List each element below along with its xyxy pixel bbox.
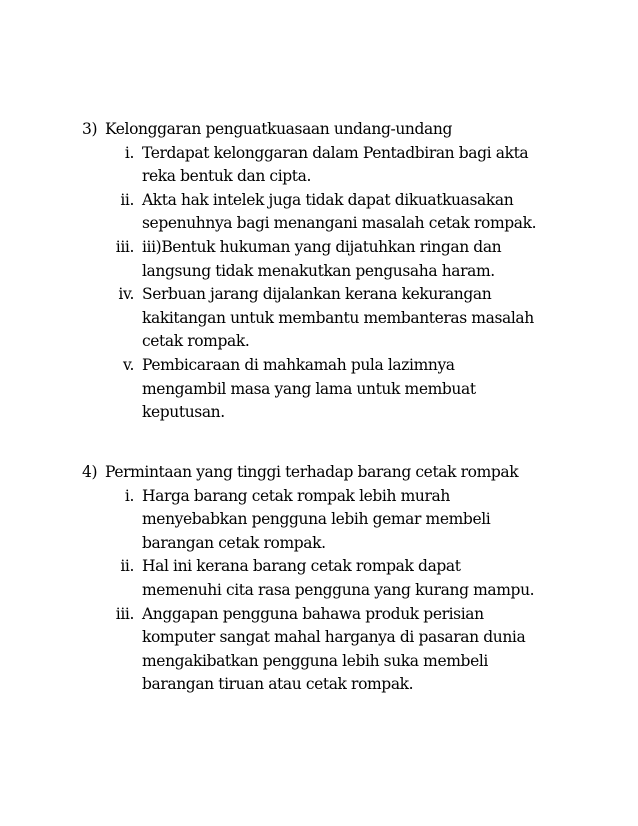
text-line: langsung tidak menakutkan pengusaha haram. bbox=[142, 261, 495, 280]
section-number: 4) bbox=[82, 463, 98, 481]
text-line: mengambil masa yang lama untuk membuat bbox=[142, 379, 476, 398]
section-3 bbox=[82, 118, 602, 425]
list-item-text bbox=[142, 603, 582, 697]
text-line: Anggapan pengguna bahawa produk perisian bbox=[142, 604, 484, 623]
text-line: cetak rompak. bbox=[142, 332, 250, 351]
list-marker: iii. bbox=[115, 604, 134, 623]
list-item bbox=[82, 236, 602, 283]
text-line: iii)Bentuk hukuman yang dijatuhkan ringan dan bbox=[142, 237, 502, 256]
text-line: sepenuhnya bagi menangani masalah cetak rompak. bbox=[142, 214, 537, 233]
text-line: Hal ini kerana barang cetak rompak dapat bbox=[142, 557, 461, 576]
section-heading bbox=[82, 118, 602, 142]
list-item-text bbox=[142, 142, 582, 189]
text-line: barangan tiruan atau cetak rompak. bbox=[142, 675, 414, 694]
text-line: keputusan. bbox=[142, 403, 225, 422]
section-title: Permintaan yang tinggi terhadap barang cetak rompak bbox=[105, 463, 519, 481]
list-marker: i. bbox=[124, 143, 134, 162]
section-heading bbox=[82, 461, 602, 485]
text-line: Harga barang cetak rompak lebih murah bbox=[142, 486, 450, 505]
list-item bbox=[82, 189, 602, 236]
list-item-text bbox=[142, 354, 582, 425]
text-line: komputer sangat mahal harganya di pasaran dunia bbox=[142, 628, 526, 647]
text-line: Terdapat kelonggaran dalam Pentadbiran bagi akta bbox=[142, 143, 529, 162]
text-line: mengakibatkan pengguna lebih suka membeli bbox=[142, 651, 488, 670]
list-item-text bbox=[142, 555, 582, 602]
list-item-text bbox=[142, 283, 582, 354]
list-item bbox=[82, 485, 602, 556]
text-line: menyebabkan pengguna lebih gemar membeli bbox=[142, 510, 491, 529]
text-line: Akta hak intelek juga tidak dapat dikuatkuasakan bbox=[142, 190, 514, 209]
list-item bbox=[82, 142, 602, 189]
text-line: reka bentuk dan cipta. bbox=[142, 167, 311, 186]
list-item bbox=[82, 283, 602, 354]
text-line: barangan cetak rompak. bbox=[142, 533, 326, 552]
section-number: 3) bbox=[82, 120, 98, 138]
text-line: memenuhi cita rasa pengguna yang kurang mampu. bbox=[142, 580, 535, 599]
list-item bbox=[82, 354, 602, 425]
list-marker: iv. bbox=[118, 285, 134, 304]
list-marker: i. bbox=[124, 486, 134, 505]
list-item-text bbox=[142, 189, 582, 236]
list-marker: iii. bbox=[115, 237, 134, 256]
list-item-text bbox=[142, 485, 582, 556]
text-line: kakitangan untuk membantu membanteras masalah bbox=[142, 308, 534, 327]
text-line: Serbuan jarang dijalankan kerana kekurangan bbox=[142, 285, 492, 304]
text-line: Pembicaraan di mahkamah pula lazimnya bbox=[142, 355, 455, 374]
list-item-text bbox=[142, 236, 582, 283]
list-marker: v. bbox=[122, 355, 134, 374]
section-4 bbox=[82, 461, 602, 697]
list-marker: ii. bbox=[120, 557, 134, 576]
section-title: Kelonggaran penguatkuasaan undang-undang bbox=[105, 120, 452, 138]
list-item bbox=[82, 555, 602, 602]
list-item bbox=[82, 603, 602, 697]
list-marker: ii. bbox=[120, 190, 134, 209]
